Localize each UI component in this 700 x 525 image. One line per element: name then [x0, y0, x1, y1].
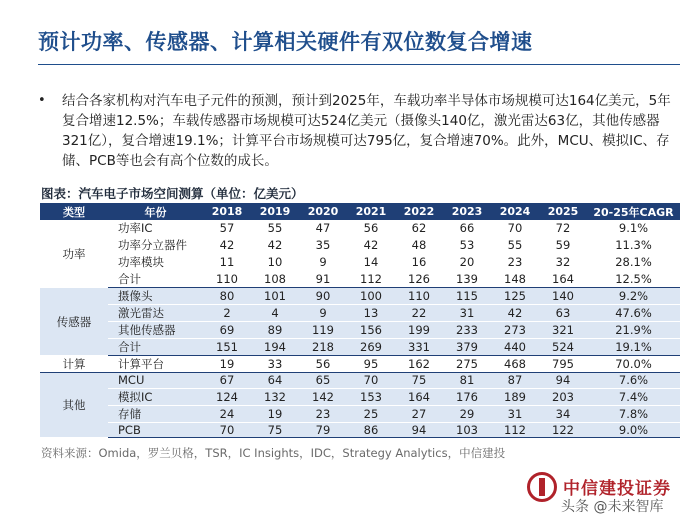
value-cell: 176	[443, 388, 491, 405]
value-cell: 70	[347, 373, 395, 389]
table-header-row	[40, 203, 680, 220]
cagr-cell: 19.1%	[587, 339, 680, 356]
watermark-text: 头条 @未来智库	[561, 499, 664, 515]
cagr-cell: 7.6%	[587, 373, 680, 389]
value-cell: 19	[203, 356, 251, 373]
value-cell: 203	[539, 388, 587, 405]
value-cell: 132	[251, 388, 299, 405]
item-cell: 摄像头	[108, 288, 203, 305]
value-cell: 379	[443, 339, 491, 356]
value-cell: 189	[491, 388, 539, 405]
header-type: 类型	[40, 203, 108, 220]
value-cell: 80	[203, 288, 251, 305]
value-cell: 65	[299, 373, 347, 389]
value-cell: 9	[299, 305, 347, 322]
value-cell: 34	[539, 405, 587, 422]
value-cell: 32	[539, 254, 587, 271]
value-cell: 23	[491, 254, 539, 271]
value-cell: 194	[251, 339, 299, 356]
value-cell: 199	[395, 322, 443, 339]
header-cagr: 20-25年CAGR	[587, 203, 680, 220]
table-row	[40, 305, 680, 322]
value-cell: 67	[203, 373, 251, 389]
table-row	[40, 422, 680, 438]
value-cell: 218	[299, 339, 347, 356]
value-cell: 89	[251, 322, 299, 339]
item-cell: 计算平台	[108, 356, 203, 373]
value-cell: 57	[203, 220, 251, 237]
value-cell: 4	[251, 305, 299, 322]
bullet-text: 结合各家机构对汽车电子元件的预测，预计到2025年，车载功率半导体市场规模可达164亿美元，5年复合增速12.5%；车载传感器市场规模可达524亿美元（摄像头140亿，激光雷达63亿，其他传感器321亿），复合增速19.1%；计算平台市场规模可达795亿，复合增速70%。此外，MCU、模拟IC、存储、PCB等也会有高个位数的成长。	[62, 93, 671, 169]
header-2022: 2022	[395, 203, 443, 220]
value-cell: 79	[299, 422, 347, 438]
value-cell: 151	[203, 339, 251, 356]
value-cell: 55	[491, 237, 539, 254]
value-cell: 110	[395, 288, 443, 305]
cagr-cell: 11.3%	[587, 237, 680, 254]
value-cell: 119	[299, 322, 347, 339]
value-cell: 20	[443, 254, 491, 271]
value-cell: 42	[491, 305, 539, 322]
value-cell: 56	[347, 220, 395, 237]
header-2021: 2021	[347, 203, 395, 220]
value-cell: 101	[251, 288, 299, 305]
value-cell: 122	[539, 422, 587, 438]
value-cell: 29	[443, 405, 491, 422]
value-cell: 24	[203, 405, 251, 422]
item-cell: MCU	[108, 373, 203, 389]
value-cell: 125	[491, 288, 539, 305]
value-cell: 19	[251, 405, 299, 422]
value-cell: 126	[395, 271, 443, 288]
value-cell: 103	[443, 422, 491, 438]
value-cell: 75	[395, 373, 443, 389]
cagr-cell: 28.1%	[587, 254, 680, 271]
value-cell: 75	[251, 422, 299, 438]
item-cell: 激光雷达	[108, 305, 203, 322]
value-cell: 108	[251, 271, 299, 288]
value-cell: 70	[203, 422, 251, 438]
page-title: 预计功率、传感器、计算相关硬件有双位数复合增速	[38, 30, 533, 54]
value-cell: 48	[395, 237, 443, 254]
value-cell: 16	[395, 254, 443, 271]
value-cell: 112	[491, 422, 539, 438]
category-cell: 传感器	[40, 288, 108, 356]
item-cell: 其他传感器	[108, 322, 203, 339]
table-row	[40, 373, 680, 389]
value-cell: 14	[347, 254, 395, 271]
value-cell: 62	[395, 220, 443, 237]
table-row	[40, 322, 680, 339]
value-cell: 139	[443, 271, 491, 288]
value-cell: 27	[395, 405, 443, 422]
cagr-cell: 70.0%	[587, 356, 680, 373]
value-cell: 275	[443, 356, 491, 373]
table-row	[40, 388, 680, 405]
item-cell: 存储	[108, 405, 203, 422]
category-cell: 其他	[40, 373, 108, 438]
value-cell: 795	[539, 356, 587, 373]
value-cell: 86	[347, 422, 395, 438]
table-caption: 图表：汽车电子市场空间测算（单位：亿美元）	[41, 186, 304, 201]
table-row	[40, 405, 680, 422]
table-row	[40, 254, 680, 271]
table-body	[40, 220, 680, 438]
item-cell: PCB	[108, 422, 203, 438]
brand-logo	[527, 470, 687, 520]
cagr-cell: 21.9%	[587, 322, 680, 339]
table-row	[40, 356, 680, 373]
value-cell: 10	[251, 254, 299, 271]
value-cell: 440	[491, 339, 539, 356]
cagr-cell: 9.2%	[587, 288, 680, 305]
item-cell: 功率IC	[108, 220, 203, 237]
value-cell: 273	[491, 322, 539, 339]
value-cell: 13	[347, 305, 395, 322]
header-2025: 2025	[539, 203, 587, 220]
value-cell: 42	[203, 237, 251, 254]
value-cell: 233	[443, 322, 491, 339]
category-cell: 功率	[40, 220, 108, 288]
table-row	[40, 220, 680, 237]
header-2020: 2020	[299, 203, 347, 220]
bullet-dot-icon: •	[38, 93, 46, 108]
market-size-table	[40, 203, 680, 438]
cagr-cell: 7.8%	[587, 405, 680, 422]
title-divider	[38, 64, 680, 65]
bullet-paragraph	[38, 91, 678, 171]
header-year: 年份	[108, 203, 203, 220]
table-row	[40, 237, 680, 254]
value-cell: 11	[203, 254, 251, 271]
table-row	[40, 288, 680, 305]
value-cell: 148	[491, 271, 539, 288]
header-2019: 2019	[251, 203, 299, 220]
value-cell: 91	[299, 271, 347, 288]
value-cell: 25	[347, 405, 395, 422]
value-cell: 64	[251, 373, 299, 389]
value-cell: 55	[251, 220, 299, 237]
value-cell: 23	[299, 405, 347, 422]
source-note: 资料来源：Omida，罗兰贝格，TSR，IC Insights，IDC，Strategy Analytics，中信建投	[41, 446, 506, 460]
value-cell: 31	[491, 405, 539, 422]
value-cell: 269	[347, 339, 395, 356]
logo-mark-icon	[527, 472, 557, 502]
value-cell: 164	[395, 388, 443, 405]
cagr-cell: 9.1%	[587, 220, 680, 237]
value-cell: 162	[395, 356, 443, 373]
header-2023: 2023	[443, 203, 491, 220]
value-cell: 124	[203, 388, 251, 405]
value-cell: 81	[443, 373, 491, 389]
value-cell: 110	[203, 271, 251, 288]
value-cell: 115	[443, 288, 491, 305]
cagr-cell: 9.0%	[587, 422, 680, 438]
value-cell: 35	[299, 237, 347, 254]
item-cell: 功率模块	[108, 254, 203, 271]
value-cell: 87	[491, 373, 539, 389]
cagr-cell: 47.6%	[587, 305, 680, 322]
value-cell: 42	[347, 237, 395, 254]
value-cell: 56	[299, 356, 347, 373]
category-cell: 计算	[40, 356, 108, 373]
value-cell: 69	[203, 322, 251, 339]
item-cell: 模拟IC	[108, 388, 203, 405]
header-2018: 2018	[203, 203, 251, 220]
value-cell: 468	[491, 356, 539, 373]
value-cell: 9	[299, 254, 347, 271]
value-cell: 66	[443, 220, 491, 237]
value-cell: 70	[491, 220, 539, 237]
value-cell: 164	[539, 271, 587, 288]
value-cell: 142	[299, 388, 347, 405]
value-cell: 524	[539, 339, 587, 356]
logo-text: 中信建投证券	[563, 479, 671, 499]
value-cell: 90	[299, 288, 347, 305]
table-row	[40, 339, 680, 356]
value-cell: 321	[539, 322, 587, 339]
header-2024: 2024	[491, 203, 539, 220]
cagr-cell: 7.4%	[587, 388, 680, 405]
value-cell: 42	[251, 237, 299, 254]
value-cell: 153	[347, 388, 395, 405]
value-cell: 59	[539, 237, 587, 254]
value-cell: 112	[347, 271, 395, 288]
value-cell: 156	[347, 322, 395, 339]
value-cell: 94	[539, 373, 587, 389]
value-cell: 100	[347, 288, 395, 305]
value-cell: 95	[347, 356, 395, 373]
table-row	[40, 271, 680, 288]
value-cell: 31	[443, 305, 491, 322]
value-cell: 47	[299, 220, 347, 237]
value-cell: 331	[395, 339, 443, 356]
value-cell: 53	[443, 237, 491, 254]
value-cell: 22	[395, 305, 443, 322]
value-cell: 2	[203, 305, 251, 322]
item-cell: 功率分立器件	[108, 237, 203, 254]
value-cell: 63	[539, 305, 587, 322]
value-cell: 94	[395, 422, 443, 438]
value-cell: 140	[539, 288, 587, 305]
cagr-cell: 12.5%	[587, 271, 680, 288]
value-cell: 33	[251, 356, 299, 373]
item-cell: 合计	[108, 339, 203, 356]
value-cell: 72	[539, 220, 587, 237]
item-cell: 合计	[108, 271, 203, 288]
